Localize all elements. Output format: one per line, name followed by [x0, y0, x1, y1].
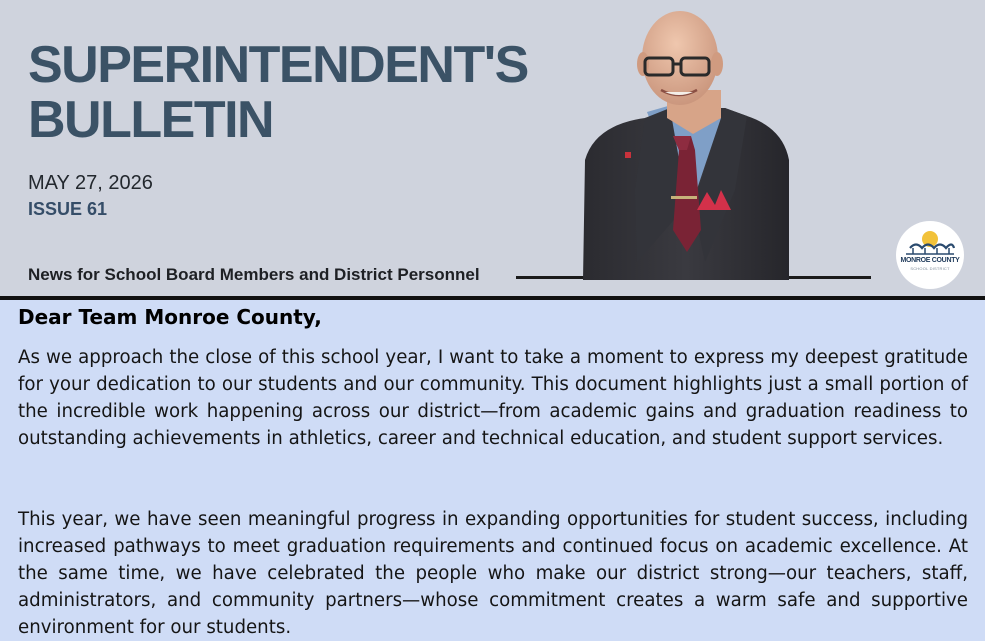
letter-paragraph-2: This year, we have seen meaningful progress in expanding opportunities for student success, including increased pathways to meet graduation requirements and continued focus on academic excellence. At the same time, we have celebrated the people who make our district strong—our teachers, staff, administrators, and community partners—whose commitment creates a warm safe and supportive environment for our students. [18, 509, 968, 638]
logo-district-name: MONROE COUNTY [900, 257, 960, 264]
logo-district-subtitle: SCHOOL DISTRICT [910, 266, 950, 271]
bulletin-title-line-1: SUPERINTENDENT'S [28, 36, 528, 94]
district-logo [896, 221, 964, 289]
letter-greeting: Dear Team Monroe County, [18, 305, 322, 329]
letter-paragraph-1: As we approach the close of this school year, I want to take a moment to express my deepest gratitude for your dedication to our students and our community. This document highlights just a small portion of the incredible work happening across our district—from academic gains and graduation readiness to outstanding achievements in athletics, career and technical education, and student support services. [18, 347, 968, 449]
letter-body [0, 300, 985, 638]
superintendent-photo [575, 0, 805, 280]
district-logo-icon [896, 221, 964, 289]
bulletin-title-line-2: BULLETIN [28, 91, 274, 149]
bulletin-header [0, 0, 985, 297]
bulletin-tagline: News for School Board Members and District Personnel [28, 265, 480, 284]
bulletin-title [28, 38, 548, 148]
issue-number: ISSUE 61 [28, 199, 108, 219]
issue-date: MAY 27, 2026 [28, 172, 153, 194]
